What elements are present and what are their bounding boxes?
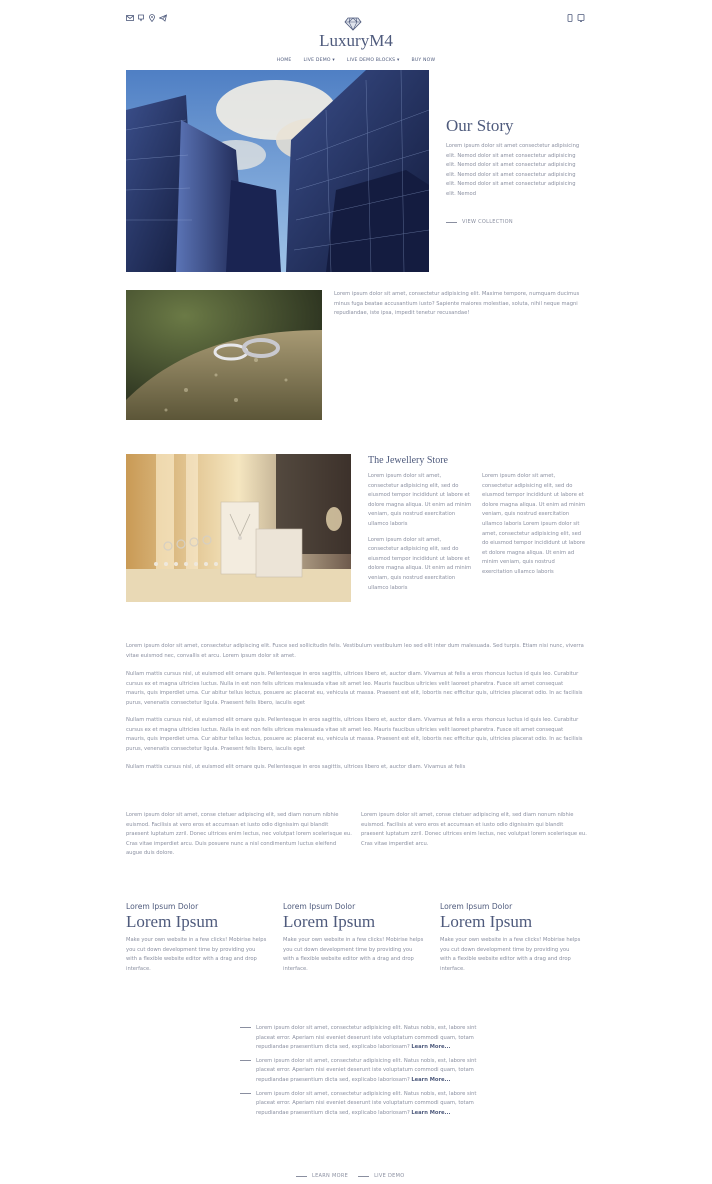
jewellery-store-image xyxy=(126,454,351,602)
menu-item-buy-now[interactable]: BUY NOW xyxy=(411,58,436,63)
learn-more-label[interactable]: LEARN MORE xyxy=(312,1173,349,1179)
jewellery-text-1: Lorem ipsum dolor sit amet, consectetur adipisicing elit, sed do eiusmod tempor incididunt ut labore et dolore magna aliqua. Ut enim ad minim veniam, quis nostrud exercitation ullamco laboris xyxy=(368,473,472,527)
paragraph-2: Nullam mattis cursus nisl, ut euismod elit ornare quis. Pellentesque in eros sagittis, ultrices libero et, auctor diam. Vivamus at felis a eros rhoncus luctus id quis leo. Curabitur cursus ex et magna ultricies luctus. Nulla in est non felis ultrices malesuada vitae sit amet leo. Mauris faucibus ultricies velit laoreet pharetra. Fusce sit amet consequat mauris, quis imperdiet urna. Cur abitur tellus lectus, posuere ac placerat eu, vehicula ut massa. Praesent est elit, lobortis nec efficitur quis, ultricies placerat odio. In ac facilisis purus, venenatis consectetur ligula. Praesent felis libero, iaculis eget xyxy=(126,671,583,706)
list-item xyxy=(240,1057,478,1086)
two-col-text-right: Lorem ipsum dolor sit amet, conse ctetuer adipiscing elit, sed diam nonum nibhie euismod. Facilisis at vero eros et accumsan et iusto odio dignissim qui blandit praesent luptatum zzril. Donec ultrices enim lectus, nec volutpat lorem scelerisque eu. Cras vitae imperdiet arcu. xyxy=(361,812,587,847)
two-col-text-left: Lorem ipsum dolor sit amet, conse ctetuer adipiscing elit, sed diam nonum nibhie euismod. Facilisis at vero eros et accumsan et iusto odio dignissim qui blandit praesent luptatum zzril. Donec ultrices enim lectus, nec volutpat lorem scelerisque eu. Cras vitae imperdiet arcu. Duis posuere nunc a nisl condimentum luctus eleifend augue duis dolore. xyxy=(126,812,352,857)
feature-title: Lorem Ipsum xyxy=(283,912,376,931)
bottom-links xyxy=(296,1173,404,1179)
jewellery-text-col-1 xyxy=(368,472,472,593)
github-icon[interactable] xyxy=(137,14,145,22)
feature-title: Lorem Ipsum xyxy=(126,912,219,931)
main-menu xyxy=(200,58,512,63)
our-story-title: Our Story xyxy=(446,116,514,135)
mail-icon[interactable] xyxy=(126,14,134,22)
paragraph-3: Nullam mattis cursus nisl, ut euismod elit ornare quis. Pellentesque in eros sagittis, ultrices libero et, auctor diam. Vivamus at felis a eros rhoncus luctus id quis leo. Curabitur cursus ex et magna ultricies luctus. Nulla in est non felis ultrices malesuada vitae sit amet leo. Mauris faucibus ultricies velit laoreet pharetra. Fusce sit amet consequat mauris, quis imperdiet urna. Cur abitur tellus lectus, posuere ac placerat eu, vehicula ut massa. Praesent est elit, lobortis nec efficitur quis, ultricies placerat odio. In ac facilisis purus, venenatis consectetur ligula. Praesent felis libero, iaculis eget xyxy=(126,717,583,752)
feature-text: Make your own website in a few clicks! Mobirise helps you cut down development time by providing you with a flexible website editor with a drag and drop interface. xyxy=(440,937,581,972)
jewellery-store-title: The Jewellery Store xyxy=(368,455,448,466)
view-collection-link[interactable] xyxy=(446,219,513,225)
jewellery-text-col-2: Lorem ipsum dolor sit amet, consectetur adipisicing elit, sed do eiusmod tempor incididunt ut labore et dolore magna aliqua. Ut enim ad minim veniam, quis nostrud exercitation ullamco laboris Lorem ipsum dolor sit amet, consectetur adipisicing elit, sed do eiusmod tempor incididunt ut labore et dolore magna aliqua. Ut enim ad minim veniam, quis nostrud exercitation ullamco laboris xyxy=(482,473,586,575)
map-pin-icon[interactable] xyxy=(148,14,156,22)
feature-text: Make your own website in a few clicks! Mobirise helps you cut down development time by providing you with a flexible website editor with a drag and drop interface. xyxy=(283,937,424,972)
list-item-text: Lorem ipsum dolor sit amet, consectetur adipisicing elit. Natus nobis, est, labore sint placeat error. Aperiam nisi eveniet deserunt iste voluptatum commodi quam, totam repudiandae praesentium dicta sed, explicabo laboriosam? xyxy=(256,1025,477,1051)
feature-title: Lorem Ipsum xyxy=(440,912,533,931)
menu-item-live-demo-blocks[interactable]: LIVE DEMO BLOCKS ▾ xyxy=(346,58,400,63)
learn-more-link[interactable]: Learn More... xyxy=(411,1076,451,1083)
mobile-icon[interactable] xyxy=(566,14,574,22)
list-item-text: Lorem ipsum dolor sit amet, consectetur adipisicing elit. Natus nobis, est, labore sint placeat error. Aperiam nisi eveniet deserunt iste voluptatum commodi quam, totam repudiandae praesentium dicta sed, explicabo laboriosam? xyxy=(256,1090,477,1116)
telegram-icon[interactable] xyxy=(159,14,167,22)
tablet-icon[interactable] xyxy=(577,14,585,22)
dash-decoration xyxy=(358,1176,369,1177)
menu-item-home[interactable]: HOME xyxy=(276,58,292,63)
paragraph-4: Nullam mattis cursus nisl, ut euismod elit ornare quis. Pellentesque in eros sagittis, ultrices libero et, auctor diam. Vivamus at felis xyxy=(126,764,466,770)
feature-kicker: Lorem Ipsum Dolor xyxy=(126,902,199,911)
jewellery-text-2: Lorem ipsum dolor sit amet, consectetur adipisicing elit, sed do eiusmod tempor incididunt ut labore et dolore magna aliqua. Ut enim ad minim veniam, quis nostrud exercitation ullamco laboris xyxy=(368,536,472,591)
skyscrapers-image xyxy=(126,70,429,272)
live-demo-button[interactable] xyxy=(358,1173,404,1179)
feature-card xyxy=(440,902,582,974)
learn-more-link[interactable]: Learn More... xyxy=(411,1109,451,1116)
dash-decoration xyxy=(240,1060,251,1061)
brand-title[interactable]: LuxuryM4 xyxy=(319,31,393,50)
list-item xyxy=(240,1024,478,1053)
feature-card xyxy=(283,902,425,974)
dash-decoration xyxy=(240,1027,251,1028)
dash-decoration xyxy=(296,1176,307,1177)
feature-card xyxy=(126,902,268,974)
live-demo-label[interactable]: LIVE DEMO xyxy=(374,1173,405,1179)
header-device-icons xyxy=(566,14,585,22)
bullet-list xyxy=(240,1024,478,1118)
diamond-logo-icon[interactable] xyxy=(344,16,362,30)
paragraph-1: Lorem ipsum dolor sit amet, consectetur adipiscing elit. Fusce sed sollicitudin felis. Vestibulum vestibulum leo sed elit inter dum malesuada. Sed turpis. Etiam nisi nunc, viverra vitae euismod nec, convallis et arcu. Lorem ipsum dolor sit amet. xyxy=(126,643,584,659)
list-item-text: Lorem ipsum dolor sit amet, consectetur adipisicing elit. Natus nobis, est, labore sint placeat error. Aperiam nisi eveniet deserunt iste voluptatum commodi quam, totam repudiandae praesentium dicta sed, explicabo laboriosam? xyxy=(256,1057,477,1083)
learn-more-button[interactable] xyxy=(296,1173,348,1179)
feature-text: Make your own website in a few clicks! Mobirise helps you cut down development time by providing you with a flexible website editor with a drag and drop interface. xyxy=(126,937,267,972)
header-contact-icons xyxy=(126,14,167,22)
learn-more-link[interactable]: Learn More... xyxy=(411,1044,451,1051)
our-story-text: Lorem ipsum dolor sit amet consectetur adipisicing elit. Nemod dolor sit amet consectetur adipisicing elit. Nemod dolor sit amet consectetur adipisicing elit. Nemod dolor sit amet consectetur adipisicing elit. Nemod dolor sit amet consectetur adipisicing elit. Nemod xyxy=(446,143,580,197)
feature-kicker: Lorem Ipsum Dolor xyxy=(283,902,356,911)
rings-image xyxy=(126,290,322,420)
dash-decoration xyxy=(240,1093,251,1094)
rings-text: Lorem ipsum dolor sit amet, consectetur adipisicing elit. Maxime tempore, numquam ducimus minus fuga beatae accusantium iusto? Sapiente maiores molestiae, soluta, nihil neque magni repudiandae, iste ipsa, impedit tenetur recusandae! xyxy=(334,291,580,317)
feature-kicker: Lorem Ipsum Dolor xyxy=(440,902,513,911)
dash-decoration xyxy=(446,222,457,223)
menu-item-live-demo[interactable]: LIVE DEMO ▾ xyxy=(303,58,335,63)
view-collection-label[interactable]: VIEW COLLECTION xyxy=(462,219,513,225)
list-item xyxy=(240,1090,478,1119)
